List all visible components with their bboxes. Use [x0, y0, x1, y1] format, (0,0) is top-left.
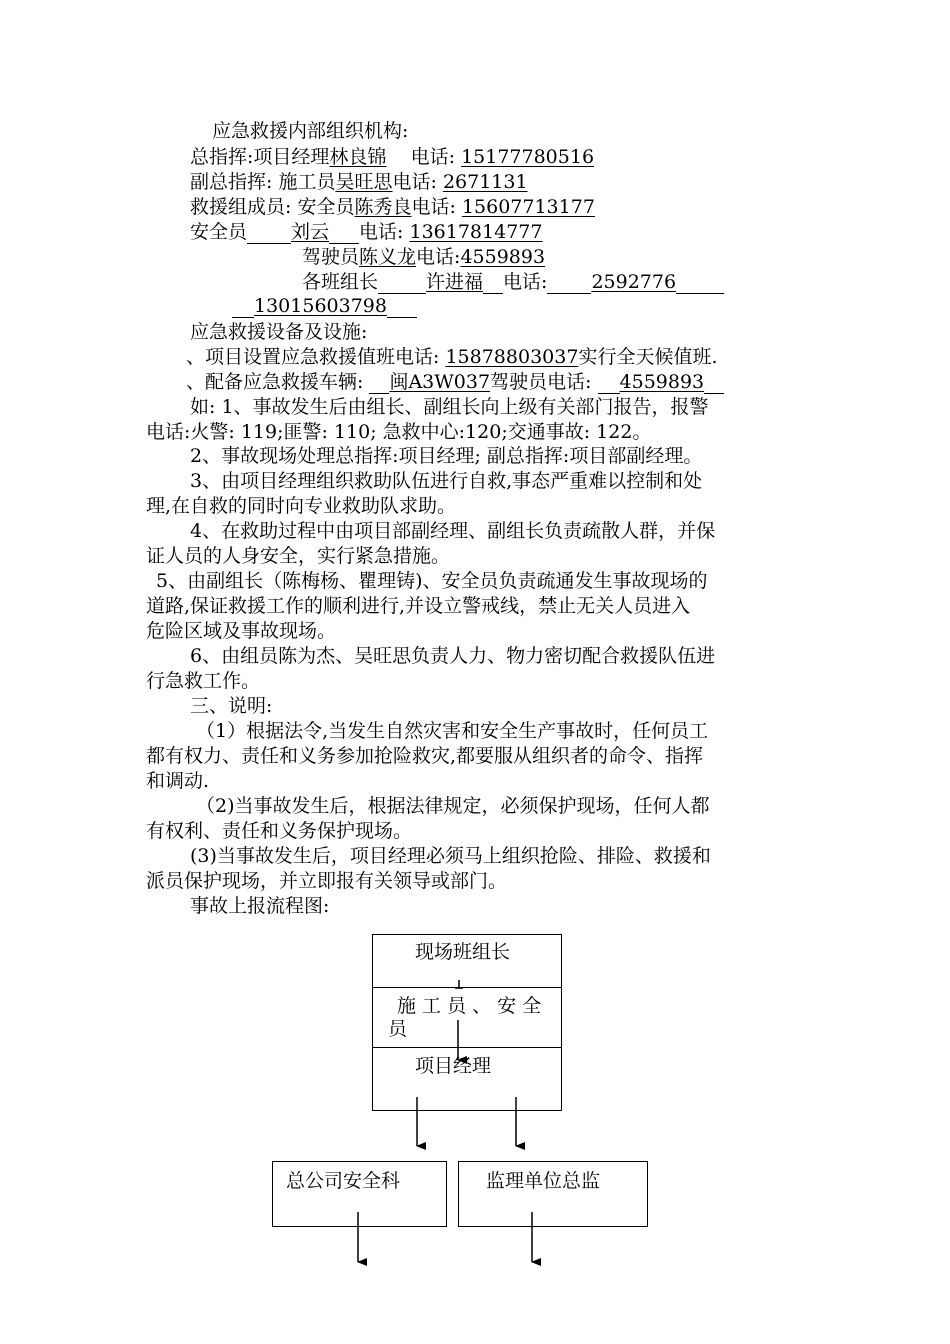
deputy-name: 吴旺思 [335, 171, 393, 193]
driver-phone-label: 电话: [416, 246, 461, 268]
leader-name: 许进福 [426, 271, 484, 293]
leader-title: 各班组长 [302, 271, 379, 293]
rescue-phone-label: 电话: [411, 196, 456, 218]
deputy-title: 施工员 [278, 171, 336, 193]
body-line: (3)当事故发生后，项目经理必须马上组织抢险、排险、救援和 [190, 845, 711, 867]
safety-name: 刘云 [291, 221, 330, 243]
body-line: 道路,保证救援工作的顺利进行,并设立警戒线，禁止无关人员进入 [146, 595, 691, 617]
flow-company-safety: 总公司安全科 [286, 1170, 401, 1192]
flowchart-heading: 事故上报流程图: [190, 895, 330, 917]
rescue-title: 安全员 [297, 196, 355, 218]
deputy-phone-label: 电话: [392, 171, 437, 193]
commander-title: 项目经理 [253, 146, 330, 168]
equipment-line2-prefix: 、配备应急救援车辆: [186, 371, 364, 393]
safety-phone: 13617814777 [409, 221, 543, 243]
equipment-line2-mid: 驾驶员电话: [490, 371, 592, 393]
safety-phone-label: 电话: [359, 221, 404, 243]
body-line: 5、由副组长（陈梅杨、瞿理铸)、安全员负责疏通发生事故现场的 [156, 570, 708, 592]
leader-phone: 2592776 [591, 271, 677, 293]
rescue-role: 救援组成员: [190, 196, 292, 218]
body-line: 有权利、责任和义务保护现场。 [146, 820, 413, 842]
leader-phone-label: 电话: [503, 271, 548, 293]
commander-role: 总指挥: [190, 146, 254, 168]
flow-builder-safety-cont: 员 [388, 1018, 408, 1040]
equipment-line1-prefix: 、项目设置应急救援值班电话: [186, 346, 440, 368]
commander-phone-label: 电话: [410, 146, 456, 168]
driver-title: 驾驶员 [302, 246, 360, 268]
driver-phone: 4559893 [460, 246, 546, 268]
body-line: （2)当事故发生后，根据法律规定，必须保护现场，任何人都 [196, 795, 710, 817]
vehicle-plate: 闽A3W037 [389, 371, 491, 393]
body-line: 证人员的人身安全，实行紧急措施。 [146, 545, 451, 567]
deputy-role: 副总指挥: [190, 171, 273, 193]
body-line: 2、事故现场处理总指挥:项目经理; 副总指挥:项目部副经理。 [190, 445, 703, 467]
body-line: 和调动. [146, 770, 210, 792]
flow-builder-safety: 施 工 员 、 安 全 [397, 995, 542, 1017]
commander-phone: 15177780516 [461, 146, 595, 168]
body-line: 理,在自救的同时向专业救助队求助。 [146, 495, 457, 517]
body-line: 都有权力、责任和义务参加抢险救灾,都要服从组织者的命令、指挥 [146, 745, 704, 767]
commander-name: 林良锦 [329, 146, 387, 168]
leader-phone2: 13015603798 [254, 295, 387, 317]
org-heading: 应急救援内部组织机构: [212, 120, 409, 142]
driver-name: 陈义龙 [359, 246, 417, 268]
equipment-line1-suffix: 实行全天候值班. [578, 346, 718, 368]
section-heading: 三、说明: [190, 695, 273, 717]
rescue-name: 陈秀良 [354, 196, 412, 218]
deputy-phone: 2671131 [442, 171, 528, 193]
body-line: （1）根据法令,当发生自然灾害和安全生产事故时，任何员工 [196, 720, 709, 742]
body-line: 4、在救助过程中由项目部副经理、副组长负责疏散人群，并保 [190, 520, 716, 542]
driver-phone-2: 4559893 [619, 371, 705, 393]
body-line: 电话:火警: 119;匪警: 110; 急救中心:120;交通事故: 122。 [146, 421, 652, 443]
body-line: 行急救工作。 [146, 670, 261, 692]
body-line: 6、由组员陈为杰、吴旺思负责人力、物力密切配合救援队伍进 [190, 645, 716, 667]
safety-title: 安全员 [190, 221, 248, 243]
body-line: 派员保护现场，并立即报有关领导或部门。 [146, 870, 508, 892]
body-line: 危险区域及事故现场。 [146, 620, 337, 642]
flow-supervisor: 监理单位总监 [486, 1170, 601, 1192]
flow-project-manager: 项目经理 [415, 1055, 492, 1077]
flow-team-leader: 现场班组长 [415, 941, 511, 963]
duty-phone: 15878803037 [445, 346, 579, 368]
equipment-heading: 应急救援设备及设施: [190, 321, 368, 343]
body-line: 3、由项目经理组织救助队伍进行自救,事态严重难以控制和处 [190, 470, 703, 492]
rescue-phone: 15607713177 [461, 196, 595, 218]
body-line: 如: 1、事故发生后由组长、副组长向上级有关部门报告，报警 [190, 396, 709, 418]
